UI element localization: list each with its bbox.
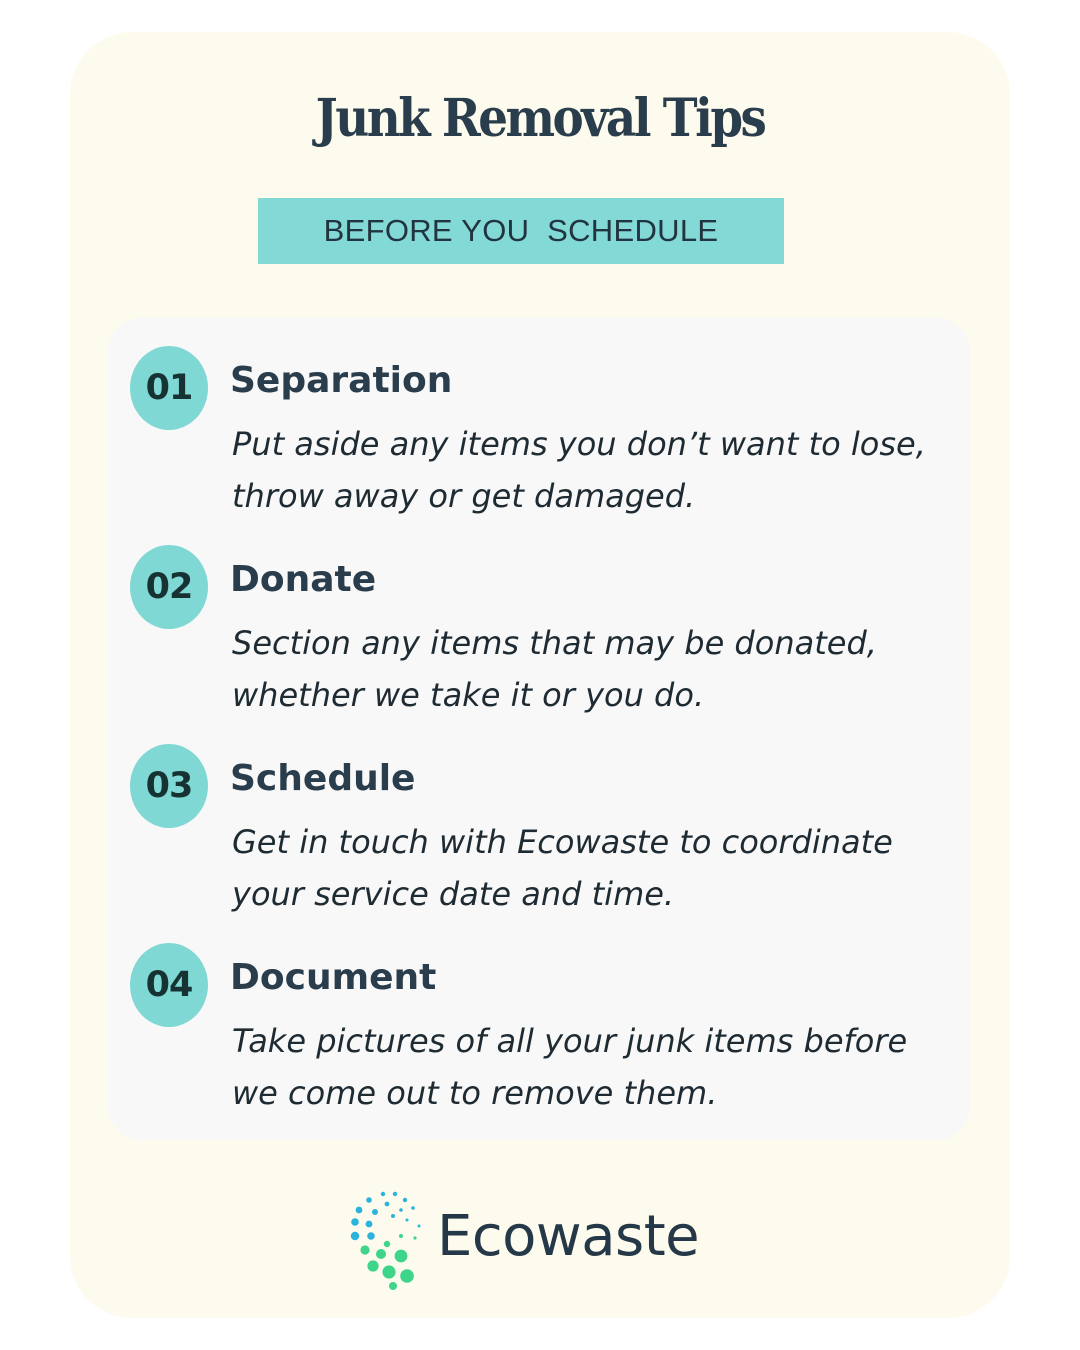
tip-description-line: throw away or get damaged.	[232, 477, 696, 515]
tip-description	[232, 816, 952, 920]
tip-description-line: Take pictures of all your junk items before	[232, 1022, 908, 1060]
step-number-badge: 01	[130, 346, 208, 430]
tip-heading: Separation	[230, 360, 453, 401]
page-title: Junk Removal Tips	[315, 88, 765, 149]
brand-name: Ecowaste	[437, 1204, 700, 1269]
tip-heading: Donate	[230, 559, 377, 600]
tip-description-line: whether we take it or you do.	[232, 676, 705, 714]
tip-description-line: Put aside any items you don’t want to lose,	[232, 425, 926, 463]
tip-description	[232, 617, 952, 721]
brand-logo	[345, 1190, 745, 1294]
step-number-badge: 02	[130, 545, 208, 629]
dotted-spiral-logo-icon	[345, 1190, 429, 1294]
tip-description	[232, 418, 952, 522]
step-number-badge: 04	[130, 943, 208, 1027]
tip-description-line: Section any items that may be donated,	[232, 624, 877, 662]
tip-description-line: your service date and time.	[232, 875, 675, 913]
step-number-badge: 03	[130, 744, 208, 828]
tip-heading: Schedule	[230, 758, 416, 799]
tip-heading: Document	[230, 957, 437, 998]
tip-description-line: we come out to remove them.	[232, 1074, 718, 1112]
tip-description	[232, 1015, 952, 1119]
tip-description-line: Get in touch with Ecowaste to coordinate	[232, 823, 893, 861]
section-banner: BEFORE YOU SCHEDULE	[258, 198, 784, 264]
